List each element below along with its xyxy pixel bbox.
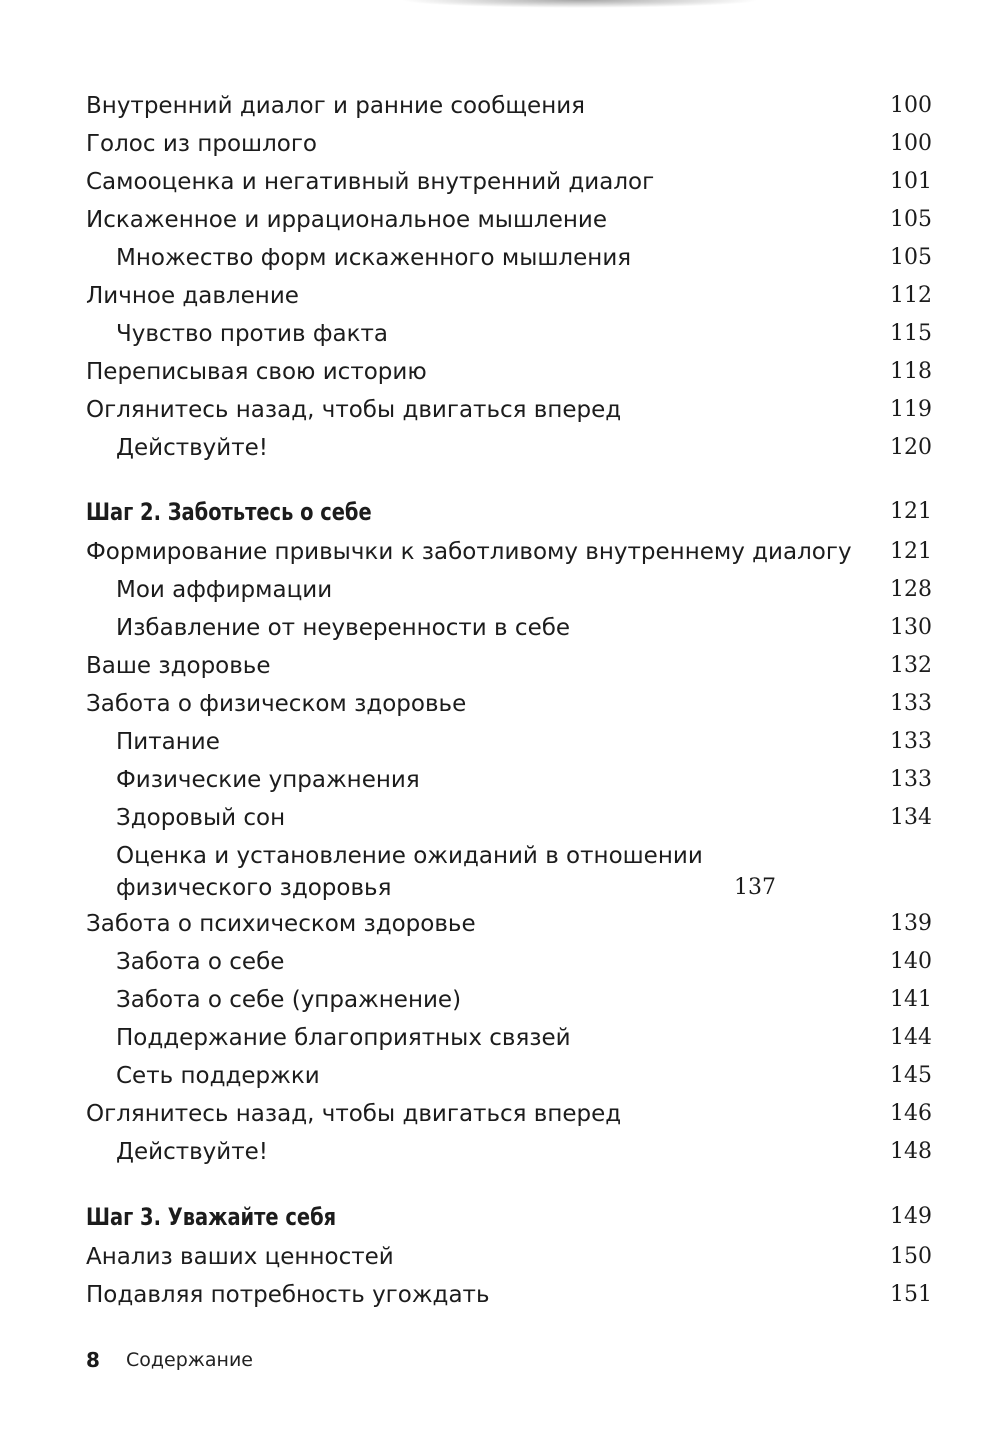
toc-entry-title: Искаженное и иррациональное мышление xyxy=(86,207,607,233)
toc-entry-page: 144 xyxy=(890,1025,932,1050)
toc-entry-page: 121 xyxy=(890,499,932,524)
toc-entry[interactable] xyxy=(86,684,932,724)
toc-entry-title: Забота о психическом здоровье xyxy=(86,911,476,937)
toc-subentry[interactable] xyxy=(86,428,932,468)
toc-entry-title: Оценка и установление ожиданий в отношении физического здоровья xyxy=(116,843,703,901)
toc-entry-page: 115 xyxy=(890,321,932,346)
toc-entry[interactable] xyxy=(86,390,932,430)
toc-entry-title: Поддержание благоприятных связей xyxy=(116,1025,571,1051)
toc-entry-title: Забота о себе xyxy=(116,949,285,975)
toc-entry-page: 105 xyxy=(890,207,932,232)
toc-entry-title: Действуйте! xyxy=(116,435,268,461)
toc-entry-page: 148 xyxy=(890,1139,932,1164)
toc-entry-page: 140 xyxy=(890,949,932,974)
toc-entry-title: Забота о себе (упражнение) xyxy=(116,987,462,1013)
toc-entry-title: Внутренний диалог и ранние сообщения xyxy=(86,93,586,119)
toc-subentry[interactable] xyxy=(86,570,932,610)
toc-entry-page: 146 xyxy=(890,1101,932,1126)
toc-entry-title: Сеть поддержки xyxy=(116,1063,320,1089)
toc-subentry[interactable] xyxy=(86,1132,932,1172)
section-title: Шаг 2. Заботьтесь о себе xyxy=(86,498,372,526)
toc-entry[interactable] xyxy=(86,1275,932,1315)
toc-entry-title: Оглянитесь назад, чтобы двигаться вперед xyxy=(86,397,622,423)
toc-entry[interactable] xyxy=(86,904,932,944)
toc-entry-title: Подавляя потребность угождать xyxy=(86,1282,490,1308)
toc-subentry[interactable] xyxy=(86,314,932,354)
toc-subentry[interactable] xyxy=(86,1018,932,1058)
toc-section-heading[interactable] xyxy=(86,1197,932,1237)
toc-entry-page: 128 xyxy=(890,577,932,602)
footer-section-label: Содержание xyxy=(126,1349,253,1371)
toc-entry-title: Избавление от неуверенности в себе xyxy=(116,615,571,641)
toc-subentry[interactable] xyxy=(86,1056,932,1096)
toc-subentry[interactable] xyxy=(86,722,932,762)
toc-entry[interactable] xyxy=(86,200,932,240)
toc-entry-page: 145 xyxy=(890,1063,932,1088)
toc-entry-title: Самооценка и негативный внутренний диалог xyxy=(86,169,655,195)
toc-entry-title: Личное давление xyxy=(86,283,299,309)
toc-subentry[interactable] xyxy=(86,836,932,908)
toc-subentry[interactable] xyxy=(86,608,932,648)
toc-subentry[interactable] xyxy=(86,760,932,800)
toc-entry-title: Действуйте! xyxy=(116,1139,268,1165)
toc-entry-page: 137 xyxy=(734,875,776,900)
toc-entry-page: 134 xyxy=(890,805,932,830)
page-footer xyxy=(86,1345,253,1375)
toc-subentry[interactable] xyxy=(86,980,932,1020)
toc-subentry[interactable] xyxy=(86,942,932,982)
toc-entry[interactable] xyxy=(86,646,932,686)
toc-entry-title: Мои аффирмации xyxy=(116,577,333,603)
toc-subentry[interactable] xyxy=(86,238,932,278)
toc-entry-page: 119 xyxy=(890,397,932,422)
toc-entry-page: 118 xyxy=(890,359,932,384)
toc-entry[interactable] xyxy=(86,1094,932,1134)
toc-entry-page: 133 xyxy=(890,729,932,754)
toc-entry[interactable] xyxy=(86,276,932,316)
toc-entry-page: 133 xyxy=(890,691,932,716)
toc-entry-page: 112 xyxy=(890,283,932,308)
toc-entry-page: 133 xyxy=(890,767,932,792)
scan-shadow xyxy=(400,0,760,8)
toc-section-heading[interactable] xyxy=(86,492,932,532)
toc-entry-page: 132 xyxy=(890,653,932,678)
toc-entry-page: 120 xyxy=(890,435,932,460)
toc-entry[interactable] xyxy=(86,124,932,164)
toc-entry[interactable] xyxy=(86,86,932,126)
toc-entry[interactable] xyxy=(86,162,932,202)
toc-entry-page: 100 xyxy=(890,93,932,118)
toc-entry[interactable] xyxy=(86,1237,932,1277)
toc-entry[interactable] xyxy=(86,532,932,572)
toc-entry[interactable] xyxy=(86,352,932,392)
toc-entry-title: Физические упражнения xyxy=(116,767,420,793)
toc-entry-title: Переписывая свою историю xyxy=(86,359,427,385)
toc-entry-title: Множество форм искаженного мышления xyxy=(116,245,632,271)
toc-entry-page: 130 xyxy=(890,615,932,640)
toc-entry-page: 139 xyxy=(890,911,932,936)
toc-entry-page: 141 xyxy=(890,987,932,1012)
toc-entry-title: Оглянитесь назад, чтобы двигаться вперед xyxy=(86,1101,622,1127)
toc-entry-page: 149 xyxy=(890,1204,932,1229)
toc-entry-page: 121 xyxy=(890,539,932,564)
toc-entry-page: 100 xyxy=(890,131,932,156)
toc-entry-page: 150 xyxy=(890,1244,932,1269)
toc-entry-title: Чувство против факта xyxy=(116,321,388,347)
section-title: Шаг 3. Уважайте себя xyxy=(86,1203,337,1231)
toc-entry-title: Формирование привычки к заботливому внутреннему диалогу xyxy=(86,539,852,565)
toc-entry-page: 151 xyxy=(890,1282,932,1307)
toc-entry-title: Здоровый сон xyxy=(116,805,286,831)
toc-entry-title: Голос из прошлого xyxy=(86,131,317,157)
toc-entry-page: 105 xyxy=(890,245,932,270)
toc-entry-title: Анализ ваших ценностей xyxy=(86,1244,394,1270)
toc-entry-title: Забота о физическом здоровье xyxy=(86,691,467,717)
toc-entry-title: Ваше здоровье xyxy=(86,653,271,679)
toc-entry-page: 101 xyxy=(890,169,932,194)
toc-entry-title: Питание xyxy=(116,729,220,755)
footer-page-number: 8 xyxy=(86,1348,100,1372)
toc-subentry[interactable] xyxy=(86,798,932,838)
